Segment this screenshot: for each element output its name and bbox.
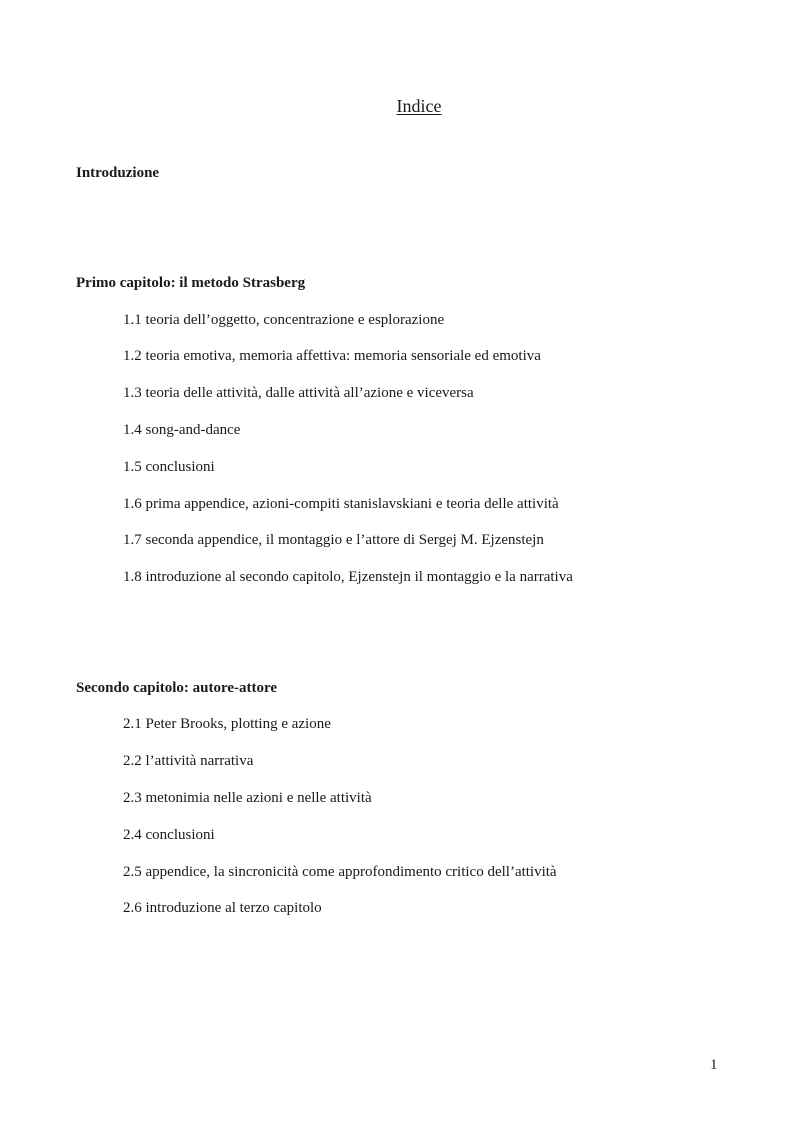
toc-item-1-2: 1.2 teoria emotiva, memoria affettiva: memoria sensoriale ed emotiva — [123, 348, 541, 364]
toc-item-1-1: 1.1 teoria dell’oggetto, concentrazione e esplorazione — [123, 312, 445, 328]
page-number: 1 — [710, 1057, 718, 1073]
heading-introduction: Introduzione — [76, 165, 160, 181]
toc-item-1-8: 1.8 introduzione al secondo capitolo, Ejzenstejn il montaggio e la narrativa — [123, 569, 573, 585]
toc-item-2-2: 2.2 l’attività narrativa — [123, 753, 254, 769]
toc-item-2-1: 2.1 Peter Brooks, plotting e azione — [123, 716, 331, 732]
toc-item-1-3: 1.3 teoria delle attività, dalle attività all’azione e viceversa — [123, 385, 474, 401]
toc-item-2-4: 2.4 conclusioni — [123, 827, 215, 843]
heading-chapter-2: Secondo capitolo: autore-attore — [76, 680, 278, 696]
toc-item-1-4: 1.4 song-and-dance — [123, 422, 241, 438]
toc-item-2-5: 2.5 appendice, la sincronicità come approfondimento critico dell’attività — [123, 864, 557, 880]
toc-item-1-5: 1.5 conclusioni — [123, 459, 215, 475]
page-title: Indice — [396, 96, 442, 116]
toc-item-1-6: 1.6 prima appendice, azioni-compiti stanislavskiani e teoria delle attività — [123, 496, 559, 512]
toc-item-1-7: 1.7 seconda appendice, il montaggio e l’attore di Sergej M. Ejzenstejn — [123, 532, 544, 548]
heading-chapter-1: Primo capitolo: il metodo Strasberg — [76, 275, 306, 291]
toc-item-2-6: 2.6 introduzione al terzo capitolo — [123, 900, 322, 916]
toc-item-2-3: 2.3 metonimia nelle azioni e nelle attività — [123, 790, 372, 806]
